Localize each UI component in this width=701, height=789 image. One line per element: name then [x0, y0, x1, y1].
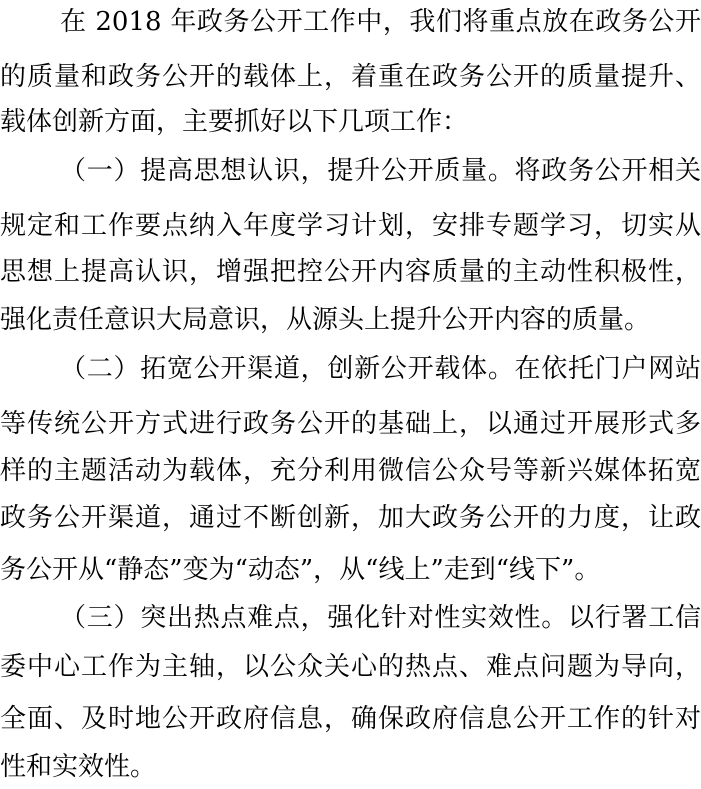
- paragraph-line: 载体创新方面，主要抓好以下几项工作：: [0, 107, 469, 137]
- paragraph-line: 强化责任意识大局意识，从源头上提升公开内容的质量。: [0, 305, 651, 335]
- paragraph-line: 委中心工作为主轴，以公众关心的热点、难点问题为导向，: [0, 652, 701, 682]
- paragraph-line: 思想上提高认识，增强把控公开内容质量的主动性积极性，: [0, 257, 701, 287]
- paragraph-line: （三）突出热点难点，强化针对性实效性。以行署工信: [60, 603, 701, 633]
- paragraph-line: 的质量和政务公开的载体上，着重在政务公开的质量提升、: [0, 62, 701, 92]
- paragraph-line: 全面、及时地公开政府信息，确保政府信息公开工作的针对: [0, 704, 701, 734]
- paragraph-line: 在 2018 年政务公开工作中，我们将重点放在政务公开: [60, 7, 701, 37]
- paragraph-line: 政务公开渠道，通过不断创新，加大政务公开的力度，让政: [0, 503, 701, 533]
- paragraph-line: 务公开从“静态”变为“动态”，从“线上”走到“线下”。: [0, 555, 601, 585]
- paragraph-line: （一）提高思想认识，提升公开质量。将政务公开相关: [60, 156, 701, 186]
- paragraph-line: 规定和工作要点纳入年度学习计划，安排专题学习，切实从: [0, 211, 701, 241]
- paragraph-line: 性和实效性。: [0, 752, 157, 782]
- paragraph-line: 等传统公开方式进行政务公开的基础上，以通过开展形式多: [0, 409, 701, 439]
- paragraph-line: （二）拓宽公开渠道，创新公开载体。在依托门户网站: [60, 354, 701, 384]
- paragraph-line: 样的主题活动为载体，充分利用微信公众号等新兴媒体拓宽: [0, 456, 701, 486]
